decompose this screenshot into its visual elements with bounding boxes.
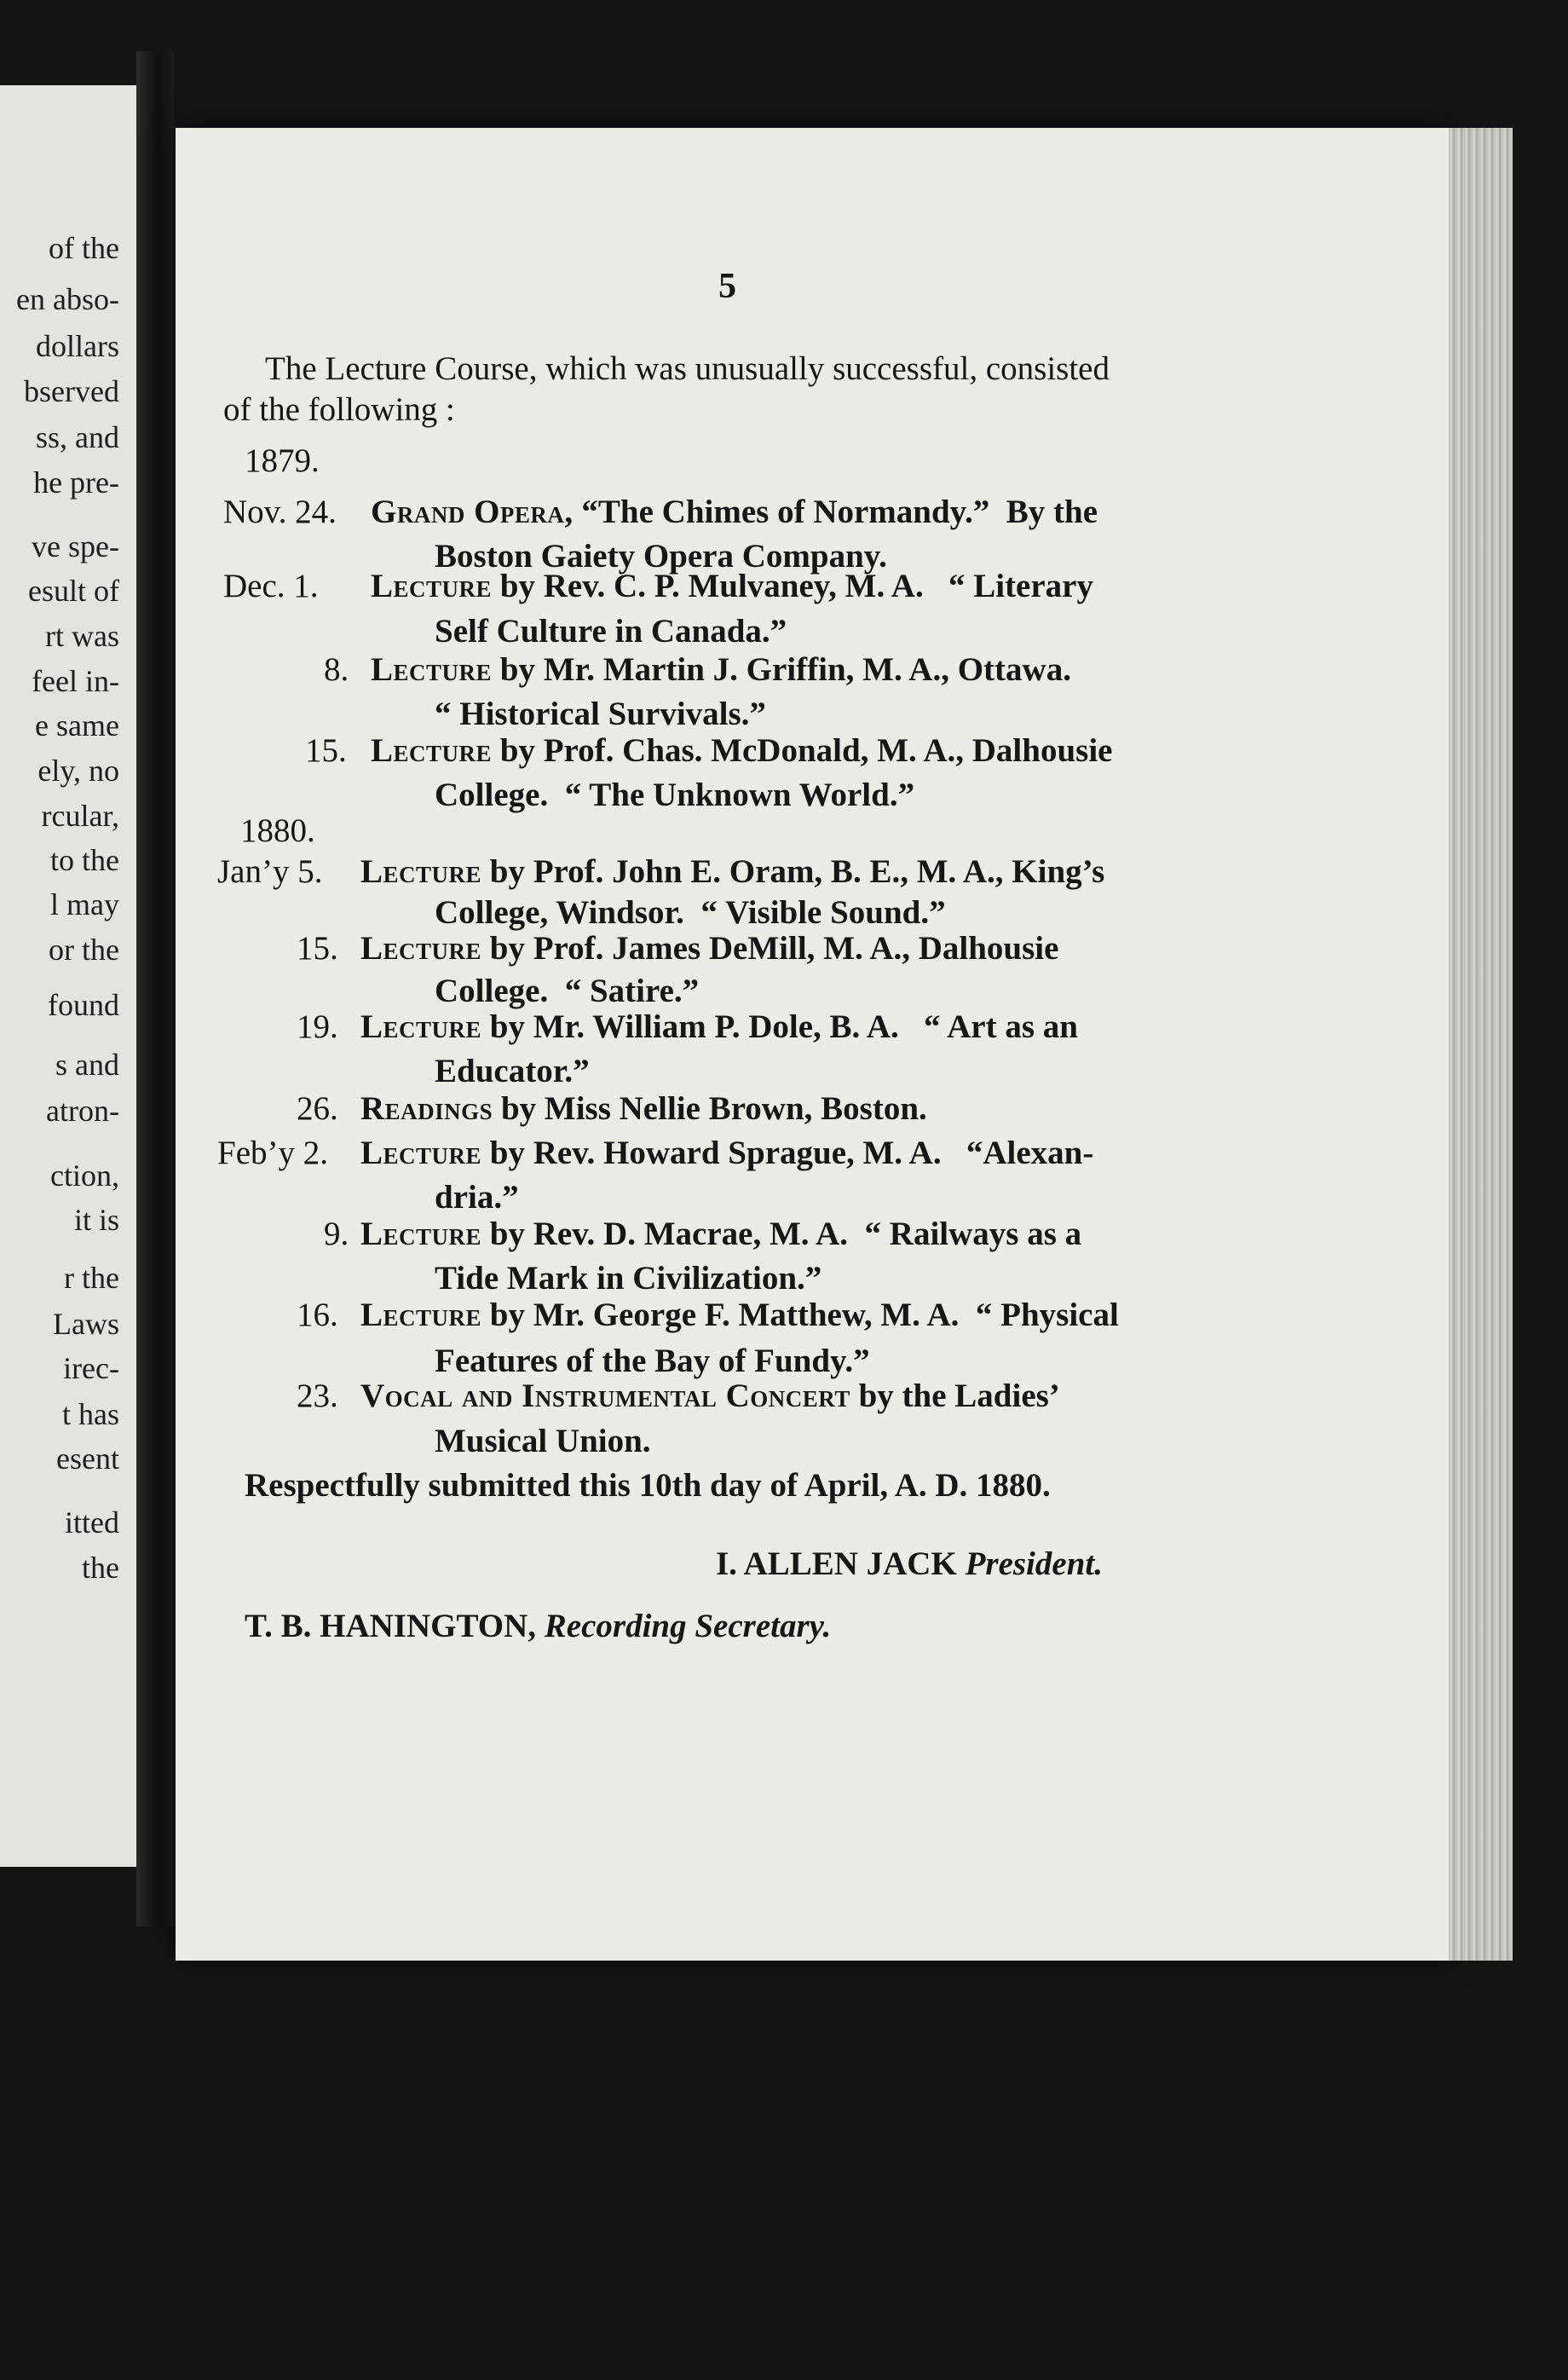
facing-page-line: Laws [53,1307,119,1341]
entry-line [371,493,1098,531]
facing-page-line: t has [62,1397,119,1431]
facing-page-line: itted [65,1505,119,1539]
entry-text: by Rev. Howard Sprague, M. A. “Alexan- [481,1135,1094,1171]
president-name: I. ALLEN JACK [716,1545,957,1582]
president-signature [716,1545,1103,1583]
facing-page-line: rt was [45,619,119,653]
facing-page-line: dollars [36,329,119,363]
entry-date: Feb’y 2. [217,1135,328,1171]
entry-kind: Lecture [371,568,493,604]
facing-page-line: esent [56,1441,119,1476]
facing-page-line: s and [55,1048,119,1082]
entry-kind: Grand Opera, [371,494,574,530]
entry-text: by Prof. Chas. McDonald, M. A., Dalhousie [492,732,1113,769]
entry-date: 26. [297,1090,338,1127]
facing-page-line: or the [49,933,119,967]
entry-line [360,929,1058,968]
facing-page-line: ction, [50,1158,119,1193]
entry-continuation: “ Historical Survivals.” [435,696,766,732]
entry-line [360,1008,1078,1046]
facing-page-line: atron- [46,1094,119,1128]
entry-date: 8. [324,651,349,688]
facing-page-line: rcular, [41,799,119,833]
intro-line-1: The Lecture Course, which was unusually successful, consisted [265,350,1110,387]
entry-continuation: College. “ The Unknown World.” [435,777,915,813]
entry-continuation: Features of the Bay of Fundy.” [435,1343,870,1379]
entry-continuation: Tide Mark in Civilization.” [435,1260,822,1297]
page-number: 5 [718,267,736,306]
facing-page-line: ss, and [36,420,119,454]
facing-page-line: irec- [63,1351,119,1385]
entry-continuation: Educator.” [435,1053,590,1089]
entry-text: by the Ladies’ [850,1378,1060,1414]
entry-line [371,650,1071,689]
entry-line [360,1089,927,1128]
facing-page-line: bserved [24,374,119,408]
entry-kind: Lecture [371,651,493,688]
entry-text: by Rev. D. Macrae, M. A. “ Railways as a [481,1216,1082,1252]
closing-statement: Respectfully submitted this 10th day of April, A. D. 1880. [245,1467,1051,1504]
secretary-name: T. B. HANINGTON, [245,1608,537,1644]
secretary-title: Recording Secretary. [544,1608,832,1644]
entry-continuation: College, Windsor. “ Visible Sound.” [435,894,946,931]
entry-line [360,1134,1093,1172]
entry-date: 23. [297,1378,338,1414]
facing-page-line: r the [64,1261,119,1295]
entry-date: 15. [305,732,347,769]
facing-page-line: feel in- [32,664,119,698]
entry-date: 15. [297,930,338,967]
intro-line-2: of the following : [223,391,455,428]
entry-date: 19. [297,1008,338,1045]
facing-page-line: of the [49,231,119,265]
entry-line [360,1296,1119,1334]
facing-page-line: ely, no [37,754,119,788]
entry-date: Dec. 1. [223,568,319,604]
entry-kind: Lecture [360,1216,482,1252]
entry-kind: Readings [360,1090,493,1127]
year-heading-1879: 1879. [245,442,320,479]
facing-page-fragment [0,85,136,1867]
facing-page-line: esult of [28,574,119,608]
entry-kind: Lecture [360,853,482,890]
entry-line [360,852,1104,891]
entry-kind: Lecture [360,930,482,967]
page-stack-edge [1449,128,1513,1961]
entry-line [360,1215,1081,1253]
entry-kind: Lecture [360,1297,482,1333]
facing-page-line: the [82,1551,119,1585]
entry-kind: Lecture [360,1008,482,1045]
facing-page-line: ve spe- [32,529,119,563]
year-heading-1880: 1880. [240,812,315,849]
entry-continuation: Musical Union. [435,1423,651,1459]
entry-text: by Mr. Martin J. Griffin, M. A., Ottawa. [492,651,1071,688]
entry-continuation: dria.” [435,1179,519,1216]
entry-continuation: College. “ Satire.” [435,973,700,1009]
entry-line [371,567,1093,605]
entry-text: by Miss Nellie Brown, Boston. [493,1090,927,1127]
facing-page-line: he pre- [33,465,119,500]
secretary-signature [245,1607,831,1645]
entry-kind: Lecture [371,732,493,769]
entry-date: Nov. 24. [223,494,337,530]
entry-date: 16. [297,1297,338,1333]
facing-page-line: to the [50,843,119,877]
facing-page-line: e same [35,708,119,742]
entry-kind: Vocal and Instrumental Concert [360,1378,850,1414]
facing-page-line: it is [73,1203,119,1237]
entry-text: by Rev. C. P. Mulvaney, M. A. “ Literary [492,568,1093,604]
entry-text: by Mr. William P. Dole, B. A. “ Art as an [481,1008,1078,1045]
entry-line [360,1377,1060,1415]
entry-text: “The Chimes of Normandy.” By the [573,494,1098,530]
entry-date: 9. [324,1216,349,1252]
entry-kind: Lecture [360,1135,482,1171]
entry-continuation: Boston Gaiety Opera Company. [435,538,887,575]
president-title: President. [965,1545,1103,1582]
entry-text: by Mr. George F. Matthew, M. A. “ Physical [481,1297,1119,1333]
entry-text: by Prof. James DeMill, M. A., Dalhousie [481,930,1059,967]
book-gutter [136,51,174,1927]
entry-date: Jan’y 5. [217,853,323,890]
entry-line [371,731,1112,770]
entry-text: by Prof. John E. Oram, B. E., M. A., King’s [481,853,1105,890]
facing-page-line: l may [50,887,119,921]
facing-page-line: en abso- [16,282,119,316]
facing-page-line: found [48,988,119,1022]
entry-continuation: Self Culture in Canada.” [435,613,787,650]
